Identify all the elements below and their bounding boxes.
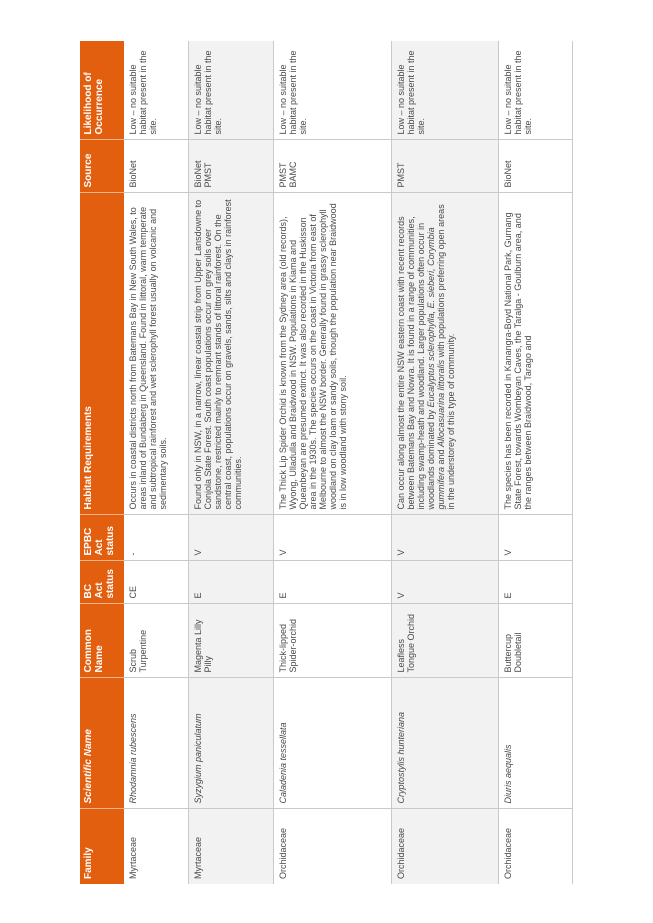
- cell-epbc-act-status: V: [391, 515, 498, 561]
- cell-bc-act-status: E: [273, 561, 391, 604]
- header-family: Family: [80, 809, 124, 884]
- cell-bc-act-status: V: [391, 561, 498, 604]
- table-row: [124, 41, 188, 884]
- table-row: [391, 41, 498, 884]
- cell-family: Myrtaceae: [124, 809, 188, 884]
- cell-likelihood: Low – no suitable habitat present in the site.: [498, 41, 572, 140]
- table-header-row: [80, 41, 124, 884]
- cell-scientific-name: Diuris aequalis: [498, 678, 572, 809]
- cell-family: Orchidaceae: [391, 809, 498, 884]
- habitat-text: with populations preferring open areas in the understorey of this type of community.: [435, 204, 456, 510]
- cell-family: Orchidaceae: [273, 809, 391, 884]
- cell-source: BioNet PMST: [188, 140, 273, 193]
- cell-scientific-name: Caladenia tessellata: [273, 678, 391, 809]
- rotated-page-content: [80, 41, 572, 884]
- cell-common-name: Buttercup Doubletail: [498, 604, 572, 678]
- cell-common-name: Scrub Turpentine: [124, 604, 188, 678]
- header-likelihood: Likelihood of Occurrence: [80, 41, 124, 140]
- cell-scientific-name: Cryptostylis hunteriana: [391, 678, 498, 809]
- cell-habitat: Occurs in coastal districts north from Batemans Bay in New South Wales, to areas inland of Bundaberg in Queensland. Found in littoral, warm temperate and subtropical rainforest and wet sclerophyll forest usually on volcanic and sedimentary soils.: [124, 193, 188, 515]
- header-bc-act-status: BC Act status: [80, 561, 124, 604]
- cell-epbc-act-status: V: [273, 515, 391, 561]
- cell-family: Orchidaceae: [498, 809, 572, 884]
- cell-likelihood: Low – no suitable habitat present in the site.: [273, 41, 391, 140]
- cell-source: PMST BAMC: [273, 140, 391, 193]
- cell-habitat: [391, 193, 498, 515]
- cell-common-name: Magenta Lilly Pilly: [188, 604, 273, 678]
- cell-family: Myrtaceae: [188, 809, 273, 884]
- header-common-name: Common Name: [80, 604, 124, 678]
- cell-epbc-act-status: V: [498, 515, 572, 561]
- cell-scientific-name: Syzygium paniculatum: [188, 678, 273, 809]
- cell-common-name: Thick-lipped Spider-orchid: [273, 604, 391, 678]
- table-row: [498, 41, 572, 884]
- habitat-text: and: [435, 446, 446, 467]
- cell-habitat: Found only in NSW, in a narrow, linear coastal strip from Upper Lansdowne to Conjola State Forest. South coast populations occur on grey soils over sandstone, restricted mainly to remnant stands of littoral rainforest. On the central coast, populations occur on gravels, sands, silts and clays in rainforest communities.: [188, 193, 273, 515]
- table-row: [188, 41, 273, 884]
- cell-source: PMST: [391, 140, 498, 193]
- cell-epbc-act-status: V: [188, 515, 273, 561]
- cell-bc-act-status: E: [498, 561, 572, 604]
- header-habitat-requirements: Habitat Requirements: [80, 193, 124, 515]
- cell-habitat: The Thick Lip Spider Orchid is known from the Sydney area (old records), Wyong, Ulladulla and Braidwood in NSW. Populations in Kiama and Queanbeyan are presumed extinct. It was also recorded in the Huskisson area in the 1930s. The species occurs on the coast in Victoria from east of Melbourne to almost the NSW border. Generally found in grassy sclerophyll woodland on clay loam or sandy soils, though the population near Braidwood is in low woodland with stony soil.: [273, 193, 391, 515]
- cell-scientific-name: Rhodamnia rubescens: [124, 678, 188, 809]
- cell-bc-act-status: CE: [124, 561, 188, 604]
- cell-habitat: The species has been recorded in Kanangra-Boyd National Park, Gurnang State Forest, towards Wombeyan Caves, the Taralga - Goulburn area, and the ranges between Braidwood, Tarago and: [498, 193, 572, 515]
- cell-source: BioNet: [498, 140, 572, 193]
- header-scientific-name: Scientific Name: [80, 678, 124, 809]
- cell-likelihood: Low – no suitable habitat present in the site.: [124, 41, 188, 140]
- table-row: [273, 41, 391, 884]
- cell-common-name: Leafless Tongue Orchid: [391, 604, 498, 678]
- habitat-species-names: Eucalyptus sclerophylla, E. sieberi, Corymbia gummifera: [425, 227, 446, 510]
- header-epbc-act-status: EPBC Act status: [80, 515, 124, 561]
- header-source: Source: [80, 140, 124, 193]
- cell-source: BioNet: [124, 140, 188, 193]
- habitat-species-names: Allocasuarina littoralis: [435, 359, 446, 447]
- habitat-text: Can occur along almost the entire NSW eastern coast with recent records between Batemans Bay and Nowra. It is found in a range of communities, including swamp-heath and woodland. Larger populations often occur in woodlands dominated by: [395, 216, 436, 510]
- cell-bc-act-status: E: [188, 561, 273, 604]
- cell-likelihood: Low – no suitable habitat present in the site.: [188, 41, 273, 140]
- threatened-flora-table: [80, 41, 573, 884]
- cell-epbc-act-status: -: [124, 515, 188, 561]
- cell-likelihood: Low – no suitable habitat present in the site.: [391, 41, 498, 140]
